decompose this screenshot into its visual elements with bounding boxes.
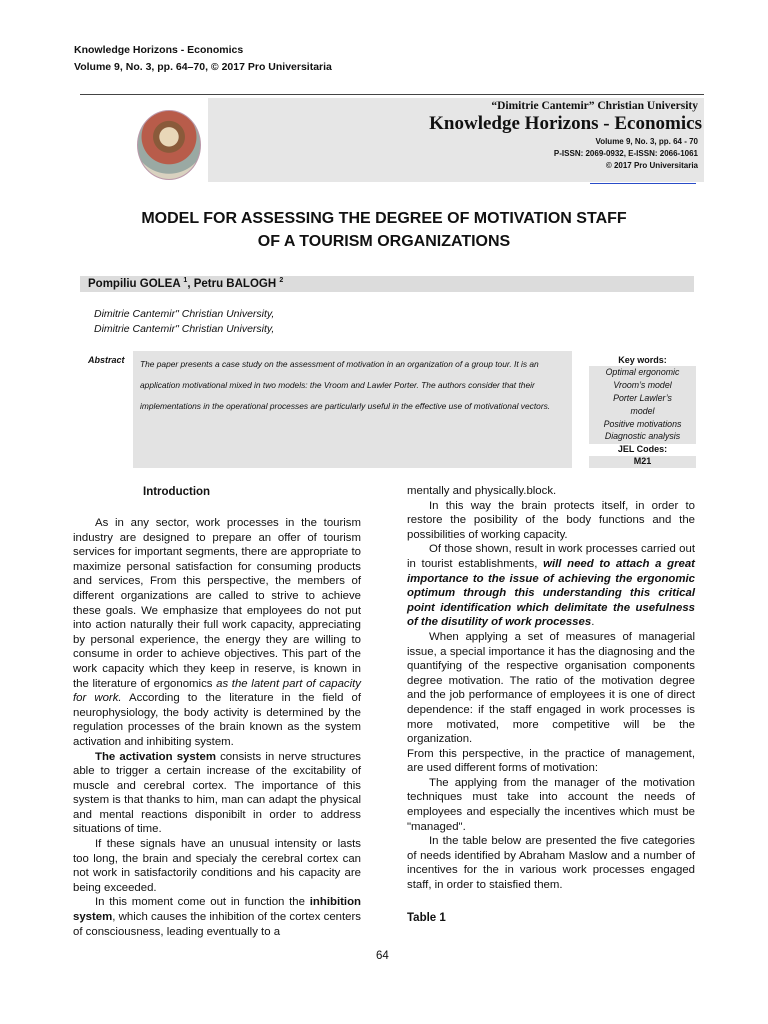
paragraph-text: According to the literature in the field of neurophysiology, the body activity is determined by the regulation processes of the brain known as the system activation and inhibiting system.	[73, 692, 361, 748]
author-1: Pompiliu GOLEA	[88, 277, 181, 290]
paragraph	[73, 837, 361, 895]
keyword-item: Diagnostic analysis	[604, 431, 681, 441]
keyword-item: Optimal ergonomic	[605, 367, 680, 377]
paragraph-text: In this moment come out in function the	[95, 896, 310, 909]
affiliation-1: Dimitrie Cantemir" Christian University,	[94, 308, 275, 320]
paragraph-text: If these signals have an unusual intensity or lasts too long, the brain and specialy the cerebral cortex can not work in satisfactorily conditions and his capacity are being exceeded.	[73, 838, 361, 894]
paragraph	[407, 747, 695, 776]
keyword-item: model	[630, 406, 655, 416]
paragraph-text: consists in nerve structures able to trigger a certain increase of the excitability of muscle and cerebral cortex. The importance of this system is that thanks to him, man can adapt the physical and mental reactions disponibilt in order to address situations of time.	[73, 750, 361, 836]
authors	[88, 277, 283, 290]
portrait-logo-icon	[137, 110, 201, 180]
paragraph-text: The applying from the manager of the motivation techniques must take into account the needs of employees and especially the incentives which must be "managed".	[407, 776, 695, 833]
paragraph-text: , which causes the inhibition of the cortex centers of consciousness, leading eventually to a	[73, 911, 361, 938]
article-title-line-2: OF A TOURISM ORGANIZATIONS	[257, 233, 511, 250]
paragraph	[407, 499, 695, 543]
abstract-label: Abstract	[88, 355, 125, 365]
keywords-label: Key words:	[618, 355, 667, 365]
left-column	[73, 516, 361, 939]
paragraph-italic-text: as the latent part of capacity for work.	[73, 677, 362, 705]
paragraph-text: .	[591, 616, 595, 629]
masthead-journal-title: Knowledge Horizons - Economics	[429, 113, 702, 134]
paragraph-text: In the table below are presented the five categories of needs identified by Abraham Maslow and a number of incentives for the in various work processes engaged staff, in order to staisfied them.	[407, 835, 695, 892]
paragraph-text: mentally and physically.block.	[407, 485, 557, 497]
page-number: 64	[376, 950, 389, 962]
masthead-top-rule	[80, 94, 704, 95]
paragraph-text: From this perspective, in the practice of management, are used different forms of motivation:	[407, 747, 695, 775]
table-1-label: Table 1	[407, 912, 446, 924]
paragraph-text: Of those shown, result in work processes carried out in tourist establishments,	[407, 543, 695, 570]
affiliation-2: Dimitrie Cantemir" Christian University,	[94, 323, 275, 335]
paragraph-bold-italic-text: will need to attach a great importance to the issue of achieving the ergonomic optimum through this understanding this critical point identification which delimitate the usefulness of the disutility of work processes	[407, 557, 695, 629]
running-head-journal: Knowledge Horizons - Economics	[74, 44, 244, 56]
author-2: Petru BALOGH	[193, 277, 277, 290]
jel-code: M21	[633, 456, 652, 466]
introduction-heading: Introduction	[143, 486, 211, 498]
paragraph	[73, 895, 361, 939]
jel-codes-label: JEL Codes:	[617, 444, 668, 454]
abstract-text: The paper presents a case study on the assessment of motivation in an organization of a group tour. It is an application motivational mixed in two models: the Vroom and Lawler Porter. The authors consider that their implementations in the operational processes are particularly useful in the effective use of motivational vectors.	[140, 359, 551, 411]
author-2-affil-marker: 2	[279, 277, 284, 284]
paragraph	[407, 834, 695, 892]
masthead-university: “Dimitrie Cantemir” Christian University	[491, 100, 698, 112]
paragraph-text: In this way the brain protects itself, in order to restore the posibility of the body functions and the possibilities of working capacity.	[407, 499, 695, 541]
paragraph	[407, 776, 695, 834]
author-1-affil-marker: 1	[183, 277, 188, 284]
right-column	[407, 484, 695, 893]
running-head-citation: Volume 9, No. 3, pp. 64–70, © 2017 Pro Universitaria	[74, 61, 332, 73]
keyword-item: Positive motivations	[603, 419, 682, 429]
paragraph-bold-text: inhibition system	[73, 896, 361, 924]
paragraph	[407, 484, 695, 499]
paragraph	[407, 630, 695, 747]
masthead-volume: Volume 9, No. 3, pp. 64 - 70	[595, 137, 698, 146]
paragraph	[407, 542, 695, 630]
paragraph-text: When applying a set of measures of managerial issue, a special importance it has the diagnosing and the quantifying of the respective organisation components degree motivation. The ratio of the motivation degree and the job performance of employees it is one of direct dependence: if the staff engaged in work processes is more motivated, more competitive will be the organization.	[407, 630, 695, 746]
author-separator: ,	[187, 277, 194, 290]
paragraph-bold-text: The activation system	[95, 750, 216, 763]
paragraph-text: As in any sector, work processes in the tourism industry are designed to prepare an offer of tourism services for important segments, there are appropriate to maximize personal satisfaction for consuming products and services, From this perspective, the members of different organizations are called to strive to achieve these goals. We emphasize that employees do not put into action naturally their full work capacity, appreciating by personal experience, the energy they are willing to consume in order to achieve objectives. This part of the work capacity which they keep in reserve, is known in the literature of ergonomics	[73, 517, 361, 690]
paragraph	[73, 516, 361, 750]
article-title-line-1: MODEL FOR ASSESSING THE DEGREE OF MOTIVATION STAFF	[141, 210, 627, 227]
keyword-item: Porter Lawler’s	[613, 393, 672, 403]
paragraph	[73, 750, 361, 838]
keyword-item: Vroom’s model	[613, 380, 672, 390]
masthead-issn: P-ISSN: 2069-0932, E-ISSN: 2066-1061	[553, 149, 698, 158]
masthead-link-underline	[590, 183, 696, 184]
masthead-copyright: © 2017 Pro Universitaria	[605, 161, 698, 170]
